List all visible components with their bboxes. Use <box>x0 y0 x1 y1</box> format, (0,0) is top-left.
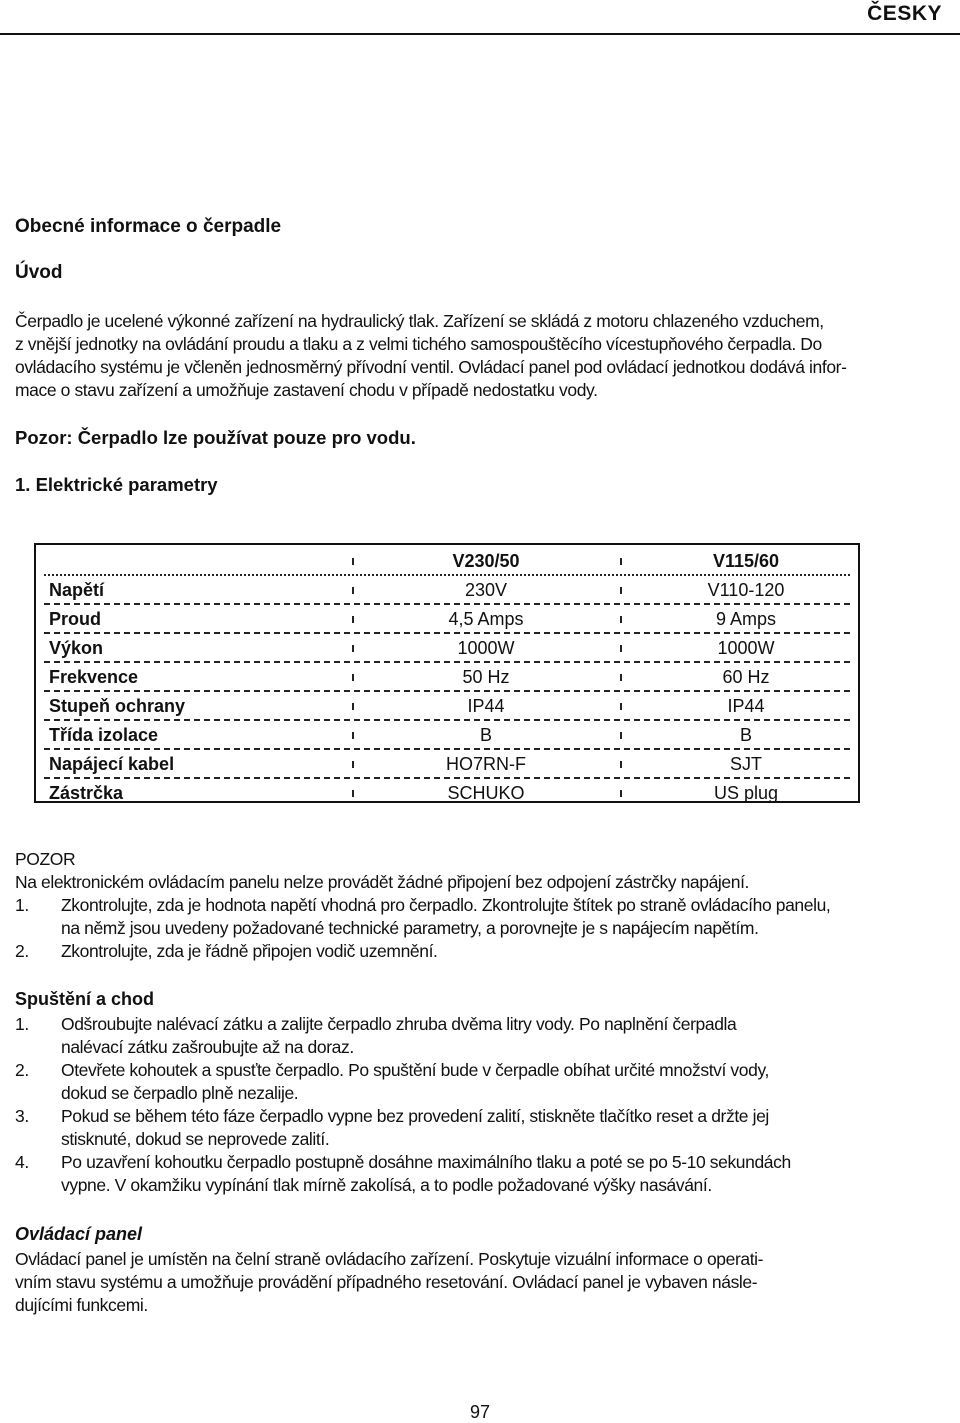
startup-step <box>15 1059 945 1105</box>
table-cell: 1000W <box>457 638 515 658</box>
table-cell: 1000W <box>717 638 775 658</box>
electrical-parameters-table <box>34 543 860 803</box>
column-tick <box>352 587 354 594</box>
intro-line: mace o stavu zařízení a umožňuje zastavení chodu v případě nedostatku vody. <box>15 380 598 400</box>
electrical-title-text: 1. Elektrické parametry <box>15 474 218 495</box>
section-title-startup: Spuštění a chod <box>15 989 155 1009</box>
table-cell: 4,5 Amps <box>448 609 524 629</box>
table-cell-label: Frekvence <box>49 667 139 687</box>
column-tick <box>620 645 622 652</box>
item-line: vypne. V okamžiku vypínání tlak mírně zakolísá, a to podle požadované výšky nasávání. <box>61 1175 712 1195</box>
item-line: Odšroubujte nalévací zátku a zalijte čerpadlo zhruba dvěma litry vody. Po naplnění čerpadla <box>61 1014 737 1034</box>
item-number: 1. <box>15 1014 29 1034</box>
column-tick <box>620 761 622 768</box>
column-tick <box>352 558 354 565</box>
table-cell: 60 Hz <box>722 667 770 687</box>
table-row <box>36 577 858 606</box>
item-number: 2. <box>15 941 29 961</box>
table-cell: 50 Hz <box>462 667 510 687</box>
intro-line: Čerpadlo je ucelené výkonné zařízení na hydraulický tlak. Zařízení se skládá z motoru chlazeného vzduchem, <box>15 311 824 331</box>
table-cell: HO7RN-F <box>446 754 526 774</box>
table-row <box>36 722 858 751</box>
caution-item <box>15 940 945 963</box>
table-cell-label: Napájecí kabel <box>49 754 175 774</box>
startup-step <box>15 1013 945 1059</box>
header-rule <box>0 33 960 35</box>
table-cell: V110-120 <box>707 580 785 600</box>
column-tick <box>620 587 622 594</box>
row-divider <box>44 603 850 605</box>
column-tick <box>352 674 354 681</box>
startup-steps <box>15 1013 945 1197</box>
item-line: dokud se čerpadlo plně nezalije. <box>61 1083 299 1103</box>
table-cell-label: Proud <box>49 609 101 629</box>
row-divider <box>44 777 850 779</box>
row-divider <box>44 719 850 721</box>
column-tick <box>620 732 622 739</box>
table-row <box>36 693 858 722</box>
startup-step <box>15 1105 945 1151</box>
table-cell-label: Napětí <box>49 580 105 600</box>
item-line: na němž jsou uvedeny požadované technické parametry, a porovnejte je s napájecím napětím. <box>61 918 759 938</box>
column-tick <box>352 790 354 797</box>
table-cell: US plug <box>713 783 779 803</box>
row-divider <box>44 690 850 692</box>
row-divider <box>44 748 850 750</box>
startup-step <box>15 1151 945 1197</box>
table-cell: SJT <box>729 754 762 774</box>
caution-section <box>15 848 945 963</box>
table-header-cell: V230/50 <box>452 551 520 571</box>
page-number: 97 <box>469 1402 491 1422</box>
table-row <box>36 780 858 809</box>
item-number: 2. <box>15 1060 29 1080</box>
column-tick <box>352 703 354 710</box>
table-cell-label: Stupeň ochrany <box>49 696 186 716</box>
control-panel-line: vním stavu systému a umožňuje provádění případného resetování. Ovládací panel je vybaven násle- <box>15 1272 758 1292</box>
intro-paragraph <box>15 310 945 402</box>
caution-intro: Na elektronickém ovládacím panelu nelze provádět žádné připojení bez odpojení zástrčky napájení. <box>15 872 750 892</box>
column-tick <box>352 645 354 652</box>
item-line: stisknuté, dokud se neprovede zalití. <box>61 1129 330 1149</box>
item-line: Pokud se během této fáze čerpadlo vypne bez provedení zalití, stiskněte tlačítko reset a držte jej <box>61 1106 769 1126</box>
control-panel-paragraph <box>15 1248 945 1317</box>
row-divider <box>44 661 850 663</box>
column-tick <box>352 616 354 623</box>
table-cell-label: Zástrčka <box>49 783 124 803</box>
table-row <box>36 664 858 693</box>
table-header-row <box>36 548 858 577</box>
item-number: 1. <box>15 895 29 915</box>
column-tick <box>620 616 622 623</box>
language-label: ČESKY <box>867 2 942 25</box>
column-tick <box>620 703 622 710</box>
caution-title: POZOR <box>15 849 76 869</box>
table-cell: B <box>479 725 492 745</box>
item-number: 4. <box>15 1152 29 1172</box>
item-line: nalévací zátku zašroubujte až na doraz. <box>61 1037 354 1057</box>
control-panel-line: dujícími funkcemi. <box>15 1295 148 1315</box>
control-panel-line: Ovládací panel je umístěn na čelní straně ovládacího zařízení. Poskytuje vizuální informace o operati- <box>15 1249 764 1269</box>
table-cell-label: Třída izolace <box>49 725 159 745</box>
section-title-intro: Úvod <box>15 262 63 283</box>
section-title-electrical <box>15 474 218 496</box>
table-cell: B <box>739 725 752 745</box>
column-tick <box>620 790 622 797</box>
intro-line: z vnější jednotky na ovládání proudu a tlaku a z velmi tichého samospouštěcího vícestupňového čerpadla. Do <box>15 334 822 354</box>
table-row <box>36 635 858 664</box>
caution-item <box>15 894 945 940</box>
column-tick <box>620 674 622 681</box>
item-line: Otevřete kohoutek a spusťte čerpadlo. Po spuštění bude v čerpadle obíhat určité množství vody, <box>61 1060 769 1080</box>
row-divider <box>44 574 850 576</box>
table-cell: SCHUKO <box>447 783 525 803</box>
item-line: Zkontrolujte, zda je hodnota napětí vhodná pro čerpadlo. Zkontrolujte štítek po straně ovládacího panelu, <box>61 895 831 915</box>
item-number: 3. <box>15 1106 29 1126</box>
row-divider <box>44 632 850 634</box>
table-cell: 9 Amps <box>715 609 777 629</box>
table-cell: 230V <box>464 580 508 600</box>
section-title-control-panel: Ovládací panel <box>15 1224 143 1244</box>
table-row <box>36 751 858 780</box>
table-cell: IP44 <box>467 696 505 716</box>
section-title-general: Obecné informace o čerpadle <box>15 216 282 237</box>
table-row <box>36 606 858 635</box>
column-tick <box>352 761 354 768</box>
water-only-warning: Pozor: Čerpadlo lze používat pouze pro vodu. <box>15 427 416 448</box>
intro-line: ovládacího systému je včleněn jednosměrný přívodní ventil. Ovládací panel pod ovládací jednotkou dodává infor- <box>15 357 847 377</box>
item-line: Po uzavření kohoutku čerpadlo postupně dosáhne maximálního tlaku a poté se po 5-10 sekundách <box>61 1152 791 1172</box>
table-header-cell: V115/60 <box>712 551 780 571</box>
table-cell: IP44 <box>727 696 765 716</box>
item-line: Zkontrolujte, zda je řádně připojen vodič uzemnění. <box>61 941 438 961</box>
table-cell-label: Výkon <box>49 638 104 658</box>
column-tick <box>620 558 622 565</box>
column-tick <box>352 732 354 739</box>
